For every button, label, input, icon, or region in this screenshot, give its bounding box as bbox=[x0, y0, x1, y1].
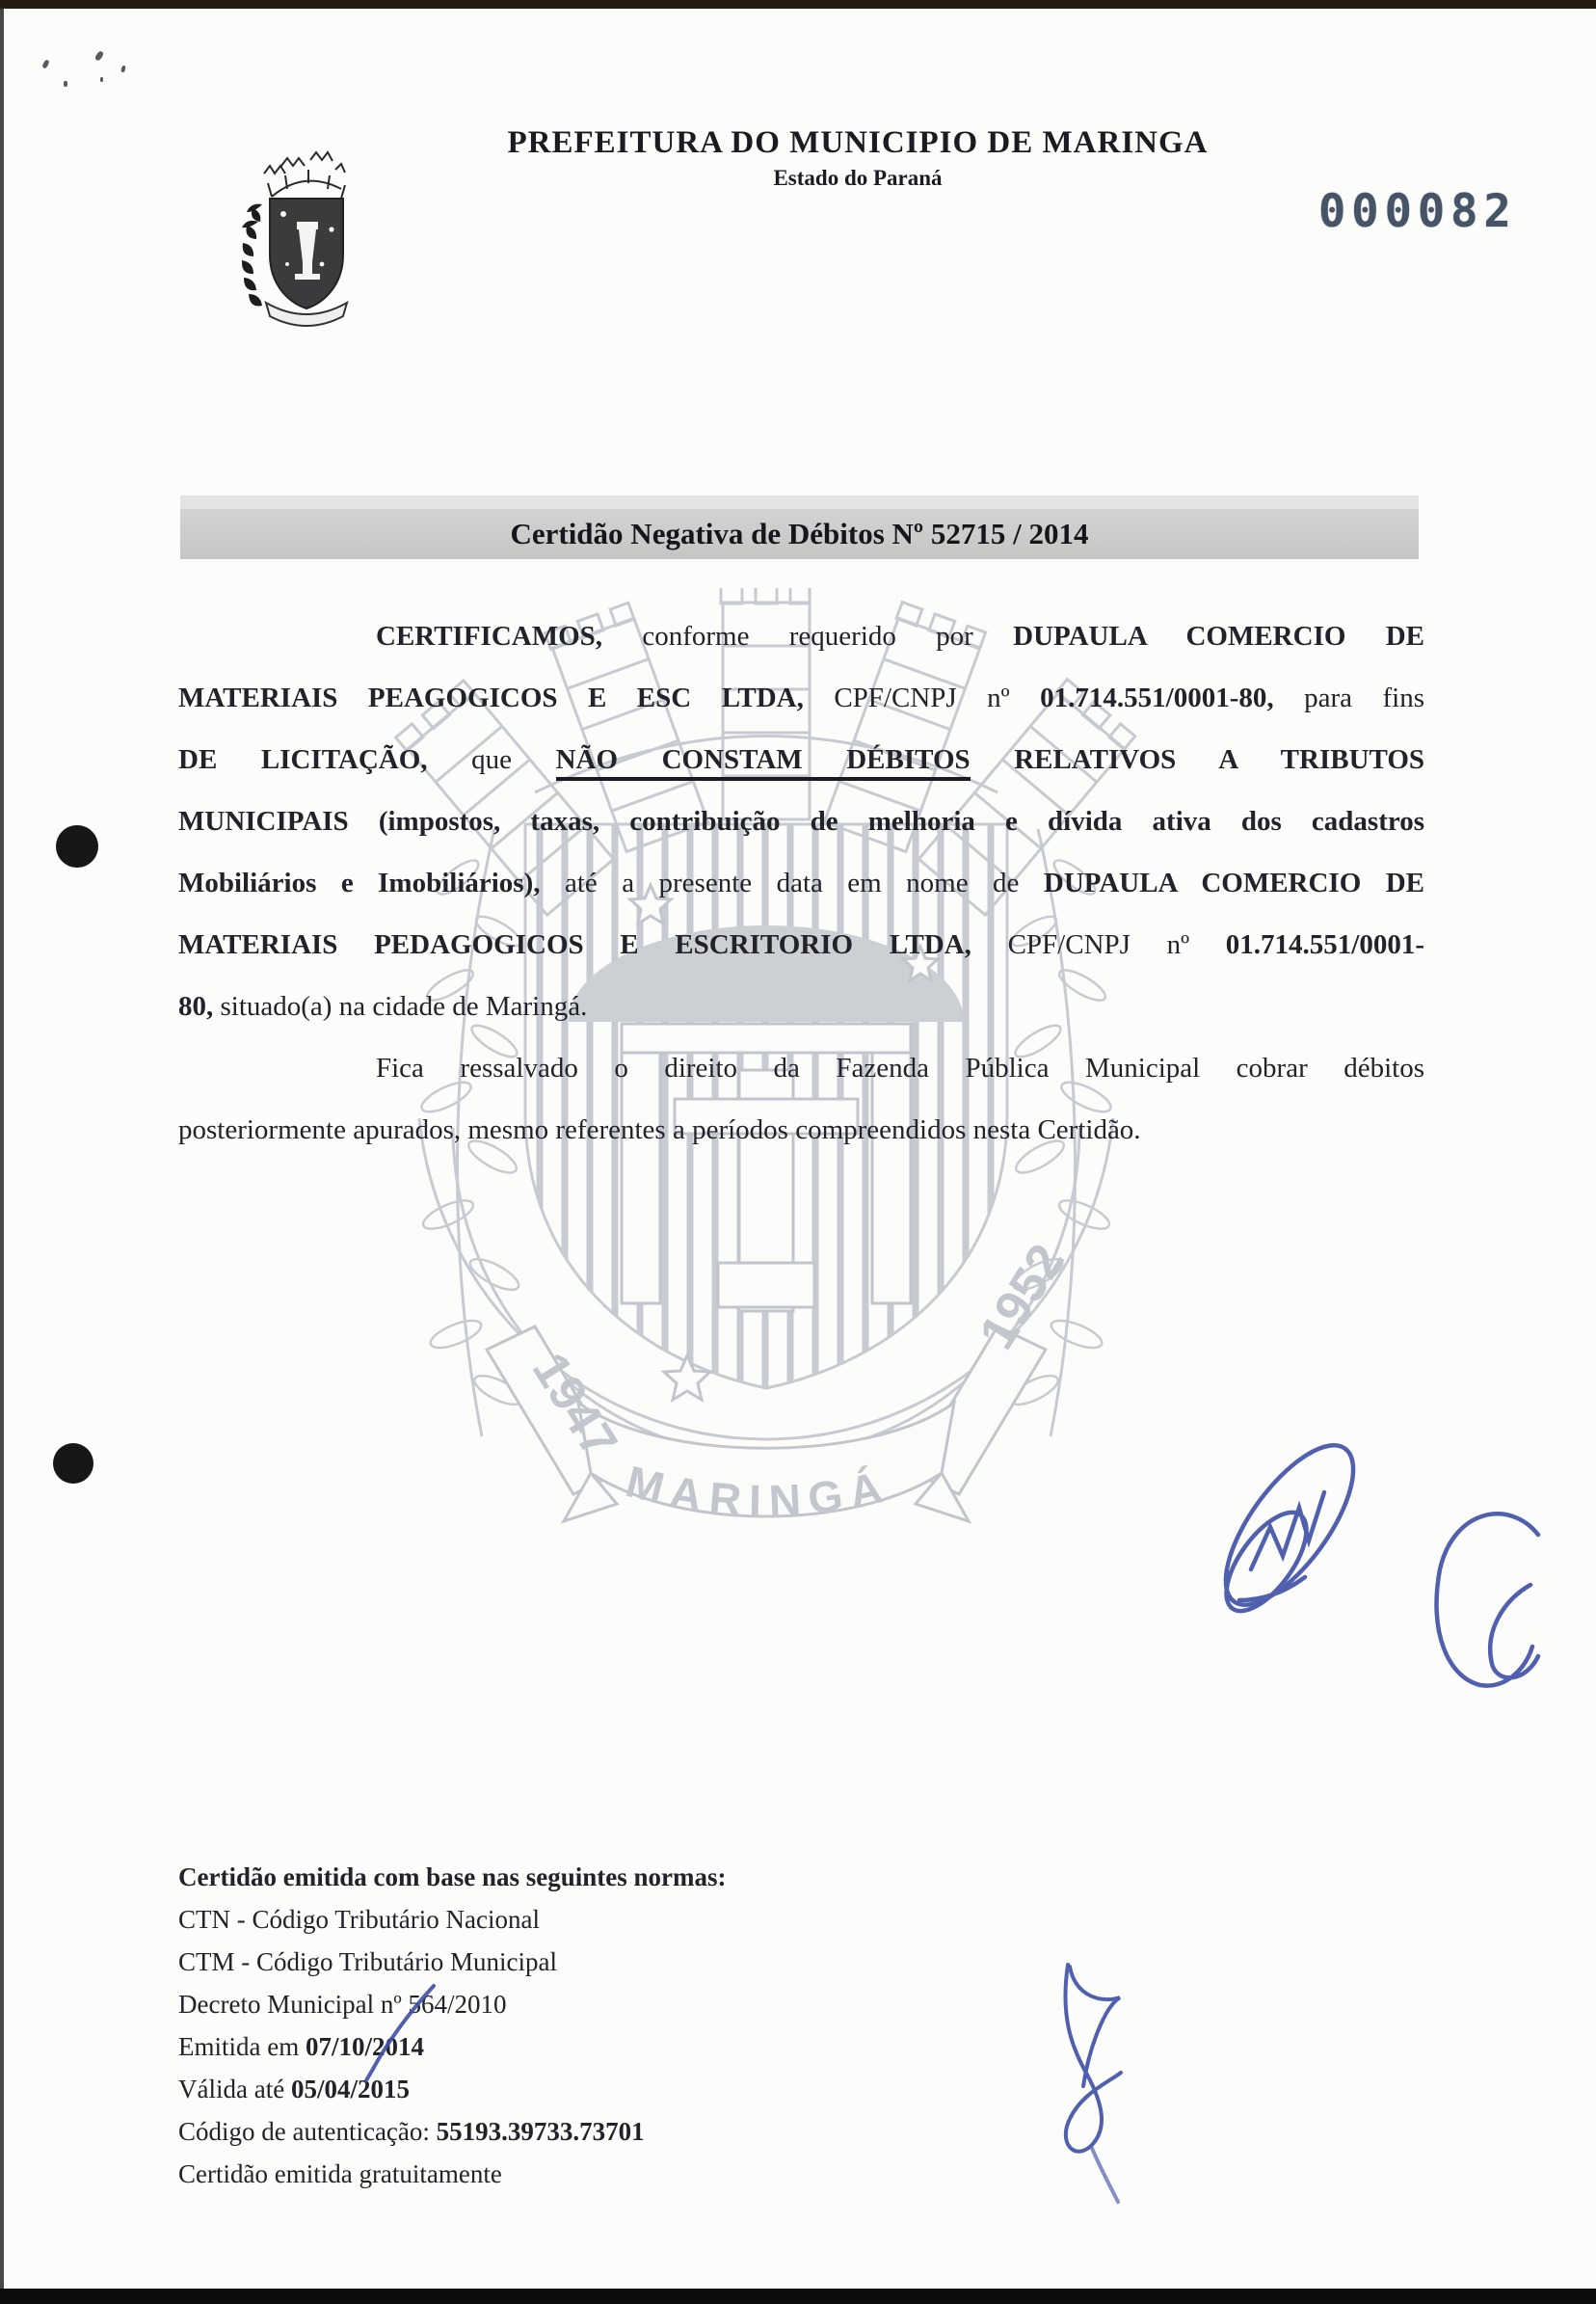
hole-punch-mark bbox=[56, 825, 98, 868]
header-organization: PREFEITURA DO MUNICIPIO DE MARINGA bbox=[507, 125, 1209, 160]
body-text: RELATIVOS A TRIBUTOS bbox=[970, 744, 1425, 775]
header-state-line: Estado do Paraná bbox=[773, 166, 943, 190]
footer-emitted-line bbox=[178, 2025, 1123, 2068]
scan-left-edge bbox=[0, 9, 4, 2289]
signature-scribble-ink bbox=[1203, 1426, 1376, 1624]
hole-punch-mark bbox=[53, 1443, 93, 1484]
certificate-title-bar bbox=[180, 509, 1419, 559]
footer-norm-ctn: CTN - Código Tributário Nacional bbox=[178, 1905, 540, 1934]
body-text: MUNICIPAIS (impostos, taxas, contribuição de melhoria e dívida ativa dos cadastros bbox=[178, 806, 1424, 837]
cnpj-number: 80, bbox=[178, 991, 214, 1022]
watermark-city-name: MARINGÁ bbox=[621, 1456, 895, 1526]
requester-name: DUPAULA COMERCIO DE bbox=[1013, 621, 1424, 652]
footer-norm-ctm: CTM - Código Tributário Municipal bbox=[178, 1947, 558, 1976]
reservation-clause: Fica ressalvado o direito da Fazenda Pública Municipal cobrar débitos bbox=[376, 1053, 1424, 1084]
body-line-3 bbox=[178, 729, 1424, 790]
watermark-year-left: 1947 bbox=[520, 1343, 628, 1468]
body-text: para fins bbox=[1273, 683, 1424, 713]
certificate-footer bbox=[178, 1856, 1123, 2195]
body-line-6 bbox=[178, 914, 1424, 976]
footer-free-note: Certidão emitida gratuitamente bbox=[178, 2159, 502, 2188]
auth-code: 55193.39733.73701 bbox=[436, 2117, 645, 2146]
body-line-2 bbox=[178, 667, 1424, 729]
scan-speck bbox=[120, 66, 126, 73]
footer-valid-line bbox=[178, 2068, 1123, 2110]
scan-speck bbox=[64, 81, 67, 87]
footer-auth-line bbox=[178, 2110, 1123, 2153]
initials-g-ink bbox=[1436, 1514, 1538, 1685]
body-text: CERTIFICAMOS, bbox=[376, 621, 603, 652]
body-line-5 bbox=[178, 852, 1424, 914]
body-line-7 bbox=[178, 976, 1424, 1037]
scan-bottom-edge bbox=[0, 2289, 1596, 2304]
footer-norm-decree: Decreto Municipal nº 564/2010 bbox=[178, 1990, 507, 2019]
valid-date: 05/04/2015 bbox=[290, 2075, 410, 2103]
reservation-clause: posteriormente apurados, mesmo referentes a períodos compreendidos nesta Certidão. bbox=[178, 1114, 1141, 1145]
emitted-label: Emitida em bbox=[178, 2032, 306, 2061]
title-bar-light-strip bbox=[180, 496, 1419, 509]
body-text: DE LICITAÇÃO, bbox=[178, 744, 428, 775]
certificate-title: Certidão Negativa de Débitos Nº 52715 / 2014 bbox=[510, 517, 1089, 550]
body-line-9 bbox=[178, 1099, 1424, 1161]
body-text: até a presente data em nome de bbox=[540, 868, 1044, 898]
scan-speck bbox=[100, 77, 103, 82]
body-text: CPF/CNPJ nº bbox=[803, 683, 1041, 713]
body-line-4 bbox=[178, 790, 1424, 852]
scan-speck bbox=[94, 50, 105, 62]
cnpj-number: 01.714.551/0001-80, bbox=[1040, 683, 1274, 713]
city-statement: situado(a) na cidade de Maringá. bbox=[213, 991, 588, 1022]
watermark-year-right: 1952 bbox=[969, 1234, 1076, 1359]
body-text: CPF/CNPJ nº bbox=[971, 929, 1226, 960]
page-number-stamp: 000082 bbox=[1318, 185, 1517, 238]
requester-name: MATERIAIS PEAGOGICOS E ESC LTDA, bbox=[178, 683, 804, 713]
emitted-date: 07/10/2014 bbox=[305, 2032, 424, 2061]
footer-heading: Certidão emitida com base nas seguintes normas: bbox=[178, 1862, 727, 1891]
company-name: MATERIAIS PEDAGOGICOS E ESCRITORIO LTDA, bbox=[178, 929, 971, 960]
company-name: DUPAULA COMERCIO DE bbox=[1043, 868, 1425, 898]
scan-top-edge bbox=[0, 0, 1596, 9]
body-text: conforme requerido por bbox=[602, 621, 1014, 652]
no-debts-statement: NÃO CONSTAM DÉBITOS bbox=[556, 744, 971, 781]
cnpj-number: 01.714.551/0001- bbox=[1225, 929, 1424, 960]
auth-label: Código de autenticação: bbox=[178, 2117, 437, 2146]
document-header bbox=[193, 123, 1523, 195]
scan-speck bbox=[41, 59, 50, 68]
body-text: que bbox=[427, 744, 556, 775]
body-line-8 bbox=[178, 1037, 1424, 1099]
valid-label: Válida até bbox=[178, 2075, 291, 2103]
body-line-1 bbox=[178, 605, 1424, 667]
body-text: Mobiliários e Imobiliários), bbox=[178, 868, 541, 898]
certificate-body bbox=[178, 605, 1424, 1161]
